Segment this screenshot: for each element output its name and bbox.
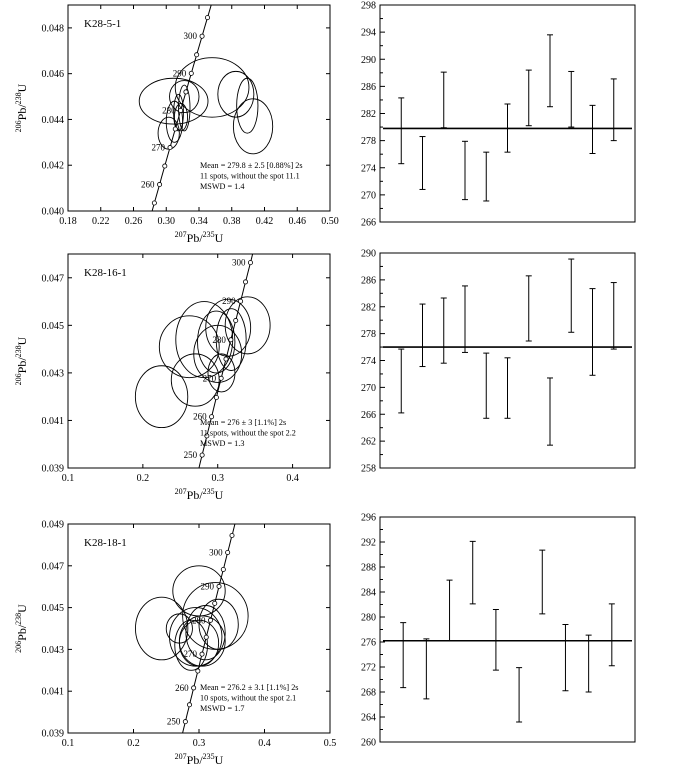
error-bar [462,286,468,353]
concordia-age-marker [217,584,221,588]
y-tick-label: 0.049 [41,519,64,531]
stats-line: Mean = 276 ± 3 [1.1%] 2s [200,418,287,427]
y-tick-label: 0.047 [41,273,64,285]
error-bar [483,353,489,418]
concordia-age-marker [219,376,223,380]
y-tick-label: 258 [361,463,376,475]
x-label-mass: 207 [174,230,187,239]
x-label-rest: Pb/ [186,753,203,764]
error-ellipse [173,566,225,616]
y-label-mass: 206 [14,120,23,133]
concordia-age-marker [243,280,247,284]
x-tick-label: 0.30 [157,216,175,227]
y-label-rest: Pb/ [15,624,29,641]
concordia-age-marker [163,164,167,168]
x-label-mass2: 235 [202,487,215,496]
error-ellipse [159,316,219,378]
stats-line: Mean = 279.8 ± 2.5 [0.88%] 2s [200,161,303,170]
concordia-age-marker [221,567,225,571]
y-tick-label: 0.043 [41,368,64,380]
y-tick-label: 294 [361,27,376,39]
x-tick-label: 0.22 [92,216,110,227]
error-bar [398,349,404,413]
concordia-age-marker [173,127,177,131]
concordia-age-label: 270 [151,142,166,153]
y-tick-label: 0.042 [41,160,64,172]
concordia-age-marker [192,686,196,690]
x-tick-label: 0.4 [286,473,299,484]
concordia-age-label: 280 [191,615,206,626]
concordia-age-marker [248,261,252,265]
concordia-age-label: 280 [212,334,226,345]
sample-label: K28-5-1 [84,18,122,30]
stats-line: MSWD = 1.7 [200,704,245,713]
concordia-age-marker [205,15,209,19]
x-tick-label: 0.4 [258,738,271,749]
error-bar [526,70,532,126]
concordia-age-label: 300 [209,547,223,558]
stats-line: 11 spots, without the spot 11.1 [200,171,300,181]
concordia-age-marker [226,550,230,554]
weighted-mean-panel-K28-18-1 [361,513,635,749]
concordia-age-label: 250 [166,716,181,727]
y-label-rest: Pb/ [15,357,29,374]
y-tick-label: 278 [361,329,376,341]
weighted-mean-panel-K28-5-1 [361,1,635,229]
x-label-tail: U [214,231,224,245]
x-tick-label: 0.18 [59,216,77,227]
error-bar [400,623,406,688]
concordia-age-marker [200,652,204,656]
concordia-age-marker [213,601,217,605]
x-axis-label [175,487,224,502]
y-tick-label: 262 [361,436,376,448]
y-tick-label: 282 [361,109,376,120]
x-label-mass2: 235 [202,230,215,239]
concordia-age-marker [152,201,156,205]
concordia-age-label: 260 [141,179,155,190]
y-tick-label: 288 [361,562,376,574]
y-tick-label: 0.043 [41,644,64,656]
concordia-age-label: 290 [200,581,215,592]
concordia-panel-K28-16-1 [14,30,330,722]
error-bar [547,35,553,107]
x-axis-label [175,752,224,764]
y-tick-label: 284 [361,587,376,599]
y-label-tail: U [15,336,29,346]
y-tick-label: 296 [361,512,376,524]
y-tick-label: 0.045 [41,603,64,615]
concordia-age-marker [200,34,204,38]
y-tick-label: 0.044 [41,114,64,126]
x-tick-label: 0.34 [190,216,208,227]
y-tick-label: 0.045 [41,320,64,332]
error-bar [539,550,545,614]
y-tick-label: 278 [361,136,376,148]
y-label-tail: U [15,83,29,93]
concordia-age-marker [238,299,242,303]
error-bar [590,105,596,153]
concordia-age-marker [234,318,238,322]
y-axis-label [14,336,29,385]
sample-label: K28-16-1 [84,267,127,279]
y-tick-label: 282 [361,302,376,314]
y-tick-label: 298 [361,0,376,12]
concordia-age-marker [224,357,228,361]
error-bar [441,298,447,363]
y-tick-label: 270 [361,382,376,394]
error-bar [516,668,522,722]
y-label-mass2: 238 [14,345,23,358]
x-tick-label: 0.2 [136,473,150,484]
error-ellipse [233,99,272,154]
y-tick-label: 268 [361,687,376,699]
error-bar [447,580,453,641]
error-bar [493,610,499,671]
y-tick-label: 0.040 [41,206,64,218]
y-label-tail: U [15,604,29,613]
concordia-age-label: 260 [193,411,207,422]
error-bar [398,98,404,164]
y-tick-label: 290 [361,248,376,260]
y-tick-label: 0.048 [41,23,64,35]
x-tick-label: 0.42 [255,216,274,227]
concordia-age-marker [183,720,187,724]
concordia-age-label: 270 [202,373,217,384]
y-tick-label: 274 [361,356,376,367]
y-tick-label: 276 [361,637,376,649]
y-axis-label [14,604,29,653]
concordia-age-marker [184,90,188,94]
plot-frame [380,517,635,742]
concordia-age-marker [214,395,218,399]
x-label-mass2: 235 [202,752,215,761]
x-tick-label: 0.3 [192,738,206,749]
x-axis-label [175,230,224,245]
concordia-curve [138,30,311,722]
x-label-tail: U [214,488,224,502]
concordia-age-label: 260 [175,682,189,693]
concordia-age-label: 280 [162,105,176,116]
concordia-age-marker [196,669,200,673]
x-tick-label: 0.50 [321,216,339,227]
sample-label: K28-18-1 [84,537,127,549]
y-label-mass2: 238 [14,612,23,625]
concordia-age-marker [204,635,208,639]
stats-line: MSWD = 1.3 [200,439,245,448]
concordia-age-marker [229,338,233,342]
x-label-mass: 207 [174,487,187,496]
y-tick-label: 274 [361,163,376,175]
x-tick-label: 0.46 [288,216,306,227]
error-bar [423,639,429,699]
error-bar [611,283,617,350]
y-tick-label: 280 [361,612,376,624]
error-bar [568,259,574,332]
y-tick-label: 266 [361,217,376,229]
y-tick-label: 0.046 [41,69,64,81]
error-bar [586,635,592,692]
concordia-age-marker [157,182,161,186]
y-tick-label: 0.039 [41,728,64,740]
error-bar [562,625,568,691]
concordia-age-label: 290 [172,68,187,79]
y-tick-label: 266 [361,409,376,421]
concordia-age-marker [168,145,172,149]
y-tick-label: 272 [361,662,376,674]
stats-line: MSWD = 1.4 [200,182,245,191]
x-tick-label: 0.26 [124,216,143,227]
y-tick-label: 292 [361,537,376,549]
error-bar [505,358,511,418]
x-tick-label: 0.2 [127,738,140,749]
y-tick-label: 0.039 [41,463,64,475]
concordia-panel-K28-5-1 [14,0,339,478]
stats-line: Mean = 276.2 ± 3.1 [1.1%] 2s [200,683,299,692]
error-bar [420,137,426,190]
plot-area [135,30,311,722]
x-label-tail: U [214,753,224,764]
concordia-age-label: 270 [183,649,198,660]
error-bar [547,378,553,445]
weighted-mean-panel-K28-16-1 [361,249,635,475]
x-label-rest: Pb/ [186,231,203,245]
concordia-age-marker [179,108,183,112]
concordia-age-marker [189,71,193,75]
concordia-age-label: 300 [183,31,198,42]
concordia-age-label: 300 [231,257,246,268]
concordia-age-marker [200,453,204,457]
y-tick-label: 286 [361,81,376,93]
error-bar [470,541,476,604]
error-bar [462,141,468,199]
concordia-age-label: 250 [183,450,198,461]
y-tick-label: 0.047 [41,561,64,573]
error-bar [611,79,617,141]
x-tick-label: 0.1 [61,738,75,749]
error-bar [441,72,447,128]
x-tick-label: 0.5 [323,738,337,749]
error-bar [483,152,489,201]
y-tick-label: 0.041 [41,415,64,427]
error-bar [590,289,596,376]
y-label-rest: Pb/ [15,104,29,121]
error-bar [526,276,532,341]
y-tick-label: 290 [361,54,376,66]
y-tick-label: 260 [361,737,376,749]
concordia-age-marker [230,533,234,537]
x-label-mass: 207 [174,752,187,761]
y-tick-label: 0.041 [41,686,64,698]
y-tick-label: 264 [361,712,376,724]
y-label-mass: 206 [14,640,23,653]
error-bar [568,71,574,127]
x-tick-label: 0.1 [61,473,75,484]
y-label-mass2: 238 [14,92,23,105]
x-tick-label: 0.3 [211,473,224,484]
error-ellipse [135,366,187,428]
concordia-age-marker [208,618,212,622]
y-axis-label [14,83,29,132]
x-tick-label: 0.38 [223,216,241,227]
x-label-rest: Pb/ [186,488,203,502]
concordia-panel-K28-18-1 [14,348,336,764]
stats-line: 11 spots, without the spot 2.2 [200,428,296,438]
y-tick-label: 270 [361,190,376,202]
stats-line: 10 spots, without the spot 2.1 [200,693,297,703]
y-tick-label: 286 [361,275,376,287]
concordia-age-marker [187,703,191,707]
error-bar [420,304,426,366]
concordia-age-marker [195,53,199,57]
error-bar [609,604,615,666]
y-label-mass: 206 [14,373,23,386]
concordia-age-label: 290 [222,296,236,307]
